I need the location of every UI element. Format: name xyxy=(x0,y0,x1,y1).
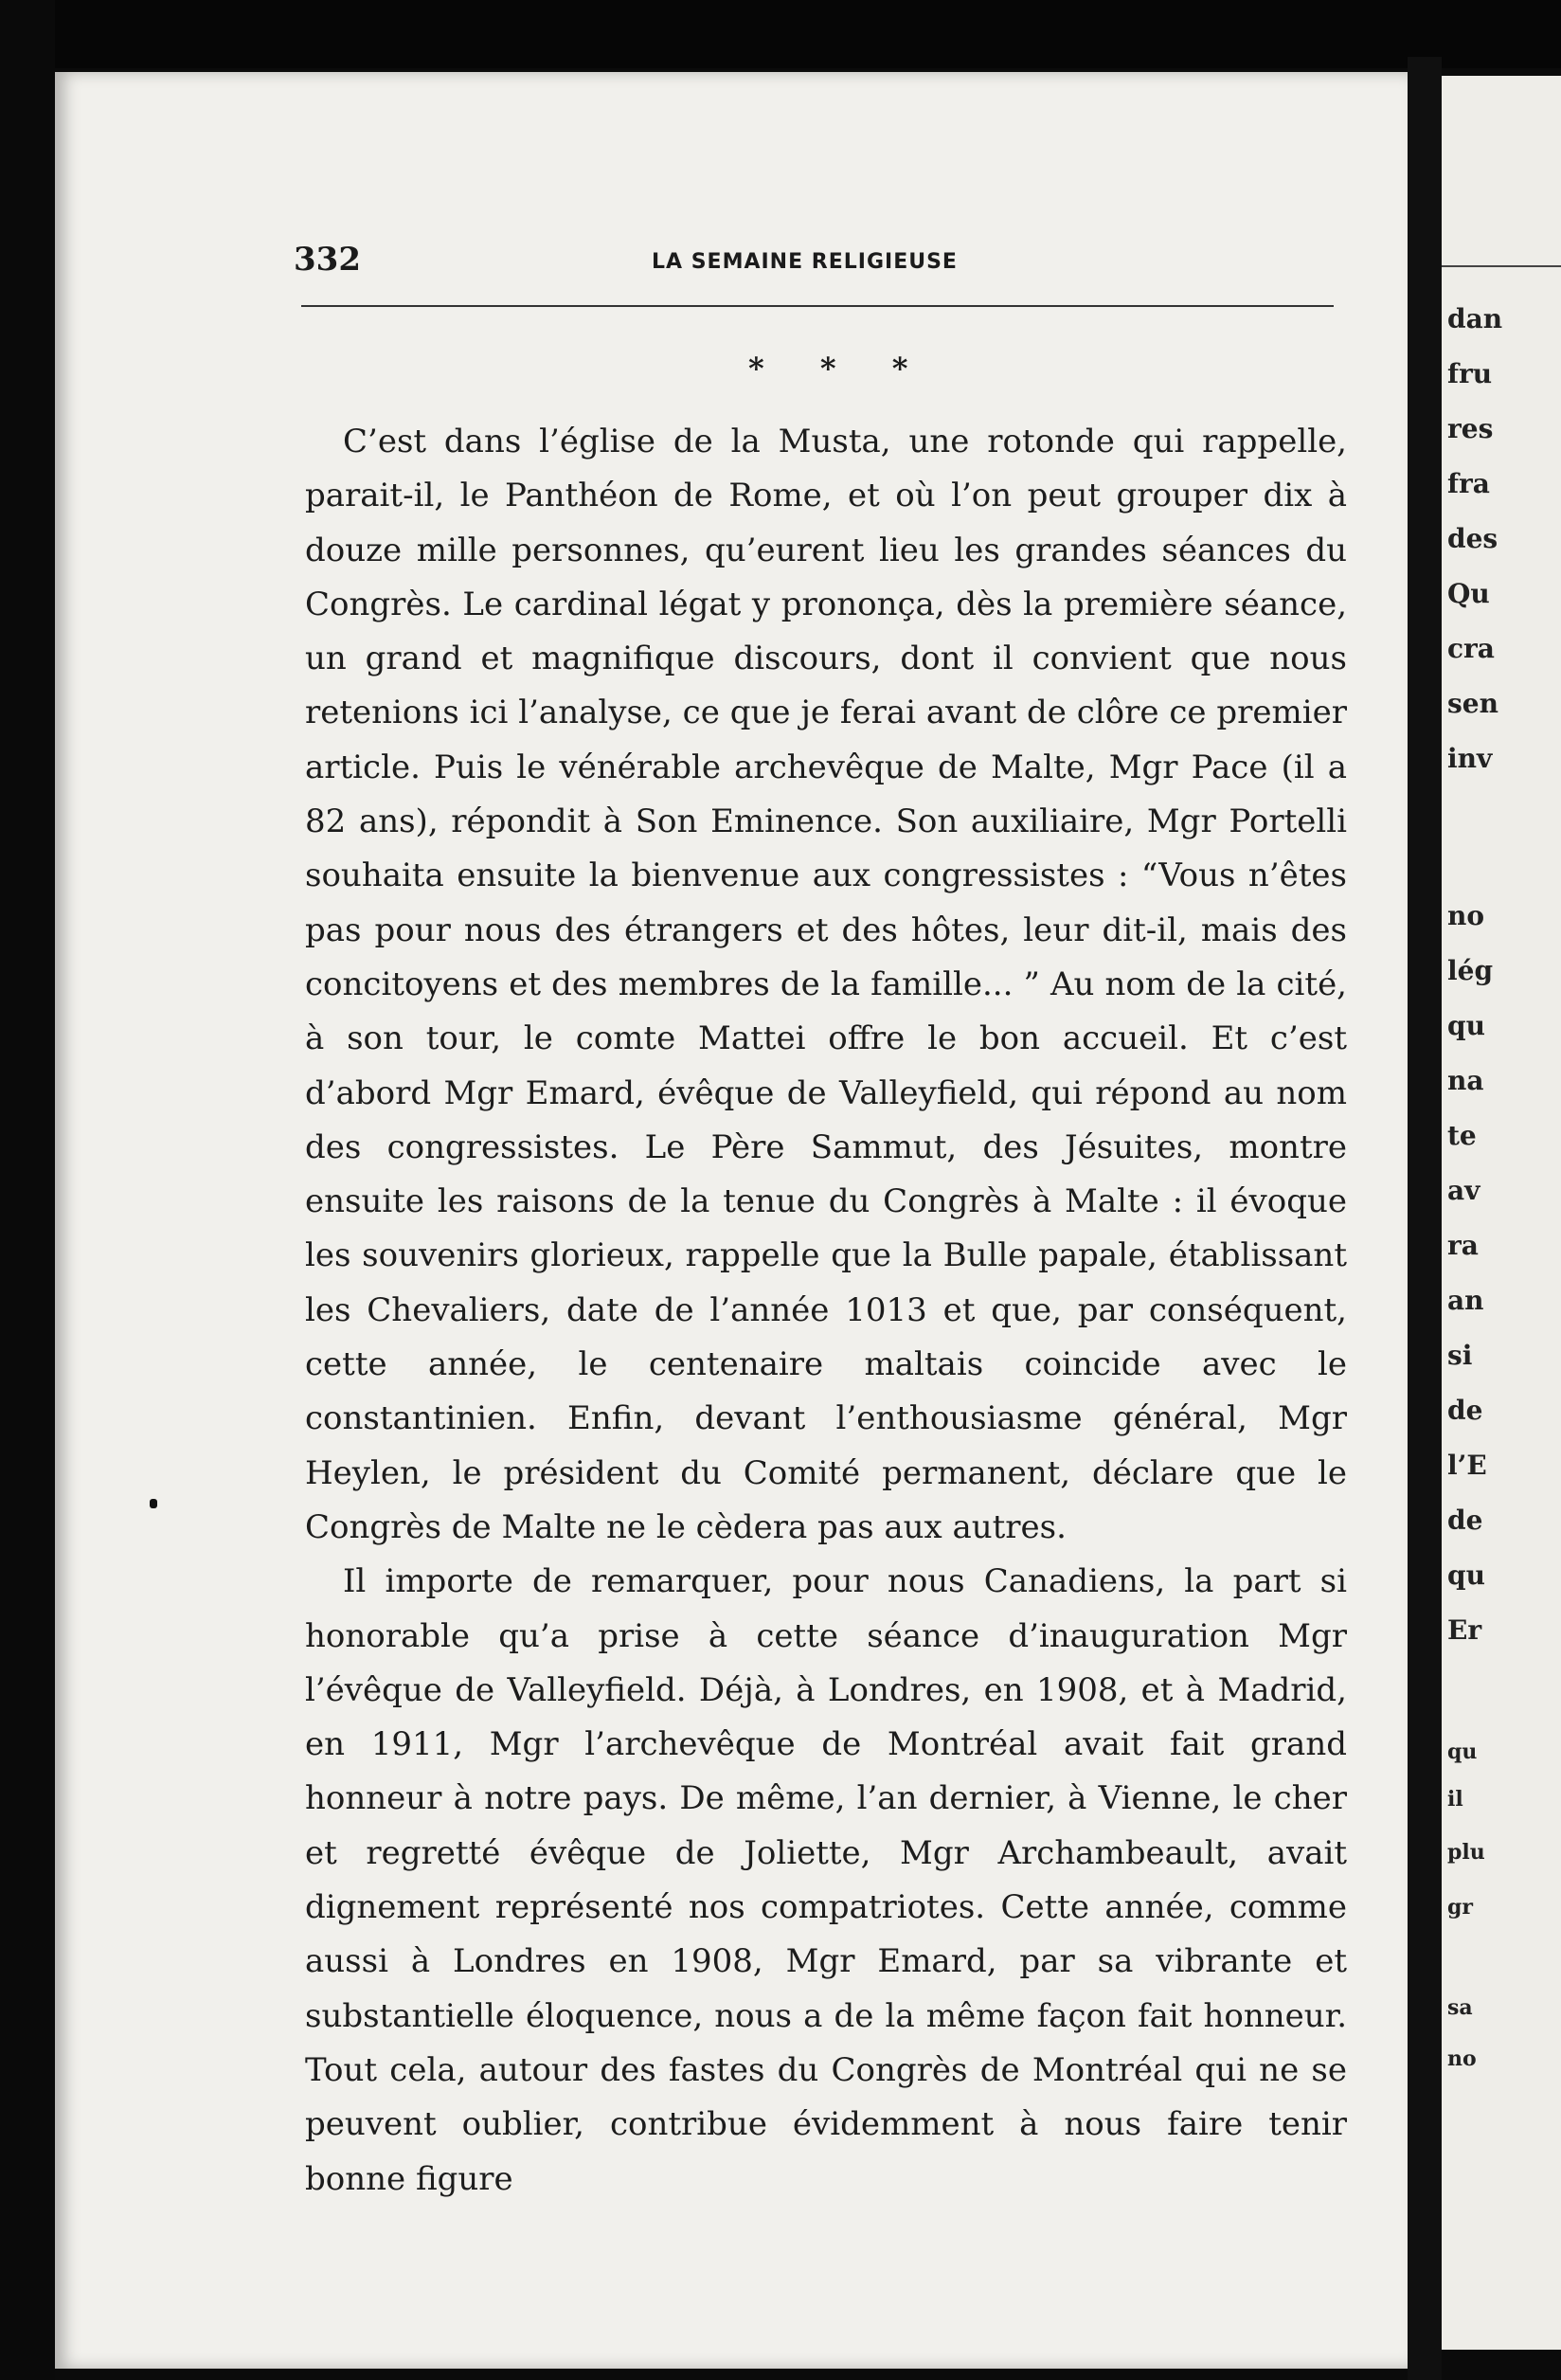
adjacent-page-fragment: fra xyxy=(1447,468,1490,499)
body-text xyxy=(305,415,1347,2207)
adjacent-page-fragment: fru xyxy=(1447,358,1493,389)
adjacent-page-fragment: sen xyxy=(1447,688,1498,719)
adjacent-page-fragment: ra xyxy=(1447,1230,1479,1261)
adjacent-page-fragment: res xyxy=(1447,413,1494,444)
adjacent-page-fragment: qu xyxy=(1447,1740,1478,1764)
scan-left-border xyxy=(0,0,55,2380)
adjacent-page-fragment: inv xyxy=(1447,743,1493,774)
adjacent-page-fragment: an xyxy=(1447,1285,1484,1316)
adjacent-page-fragment: av xyxy=(1447,1175,1480,1206)
scan-top-border xyxy=(0,0,1561,68)
adjacent-page-fragment: qu xyxy=(1447,1560,1485,1591)
adjacent-page-fragment: te xyxy=(1447,1120,1477,1151)
running-head: LA SEMAINE RELIGIEUSE xyxy=(652,250,958,274)
adjacent-page xyxy=(1442,76,1561,2350)
adjacent-page-fragment: des xyxy=(1447,523,1498,554)
header-rule xyxy=(301,305,1334,307)
adjacent-page-fragment: si xyxy=(1447,1340,1473,1371)
adjacent-page-fragment: na xyxy=(1447,1065,1484,1096)
adjacent-page-fragment: sa xyxy=(1447,1995,1473,2020)
adjacent-page-fragment: gr xyxy=(1447,1895,1473,1920)
paragraph-1: C’est dans l’église de la Musta, une rotonde qui rappelle, parait-il, le Panthéon de Rome, et où l’on peut grouper dix à douze mille personnes, qu’eurent lieu les grandes séances du Congrès. Le cardinal légat y prononça, dès la première séance, un grand et magnifique discours, dont il convient que nous retenions ici l’analyse, ce que je ferai avant de clôre ce premier article. Puis le vénérable archevêque de Malte, Mgr Pace (il a 82 ans), répondit à Son Eminence. Son auxiliaire, Mgr Portelli souhaita ensuite la bienvenue aux congressistes : “Vous n’êtes pas pour nous des étrangers et des hôtes, leur dit-il, mais des concitoyens et des membres de la famille... ” Au nom de la cité, à son tour, le comte Mattei offre le bon accueil. Et c’est d’abord Mgr Emard, évêque de Valleyfield, qui répond au nom des congressistes. Le Père Sammut, des Jésuites, montre ensuite les raisons de la tenue du Congrès à Malte : il évoque les souvenirs glorieux, rappelle que la Bulle papale, établissant les Chevaliers, date de l’année 1013 et que, par conséquent, cette année, le centenaire maltais coincide avec le constantinien. Enfin, devant l’enthousiasme général, Mgr Heylen, le président du Comité permanent, déclare que le Congrès de Malte ne le cèdera pas aux autres. xyxy=(305,423,1347,1546)
adjacent-page-fragment: dan xyxy=(1447,303,1503,334)
page-number: 332 xyxy=(294,241,361,279)
adjacent-page-rule xyxy=(1442,265,1561,267)
scan-speck xyxy=(150,1499,157,1508)
adjacent-page-fragment: l’E xyxy=(1447,1450,1487,1481)
adjacent-page-fragment: no xyxy=(1447,2046,1477,2071)
adjacent-page-fragment: Er xyxy=(1447,1614,1482,1646)
adjacent-page-fragment: lég xyxy=(1447,955,1494,986)
adjacent-page-fragment: de xyxy=(1447,1395,1483,1426)
adjacent-page-fragment: de xyxy=(1447,1505,1483,1536)
book-gutter xyxy=(1408,57,1442,2380)
adjacent-page-fragment: cra xyxy=(1447,633,1495,664)
page-header xyxy=(294,241,1336,279)
adjacent-page-fragment: plu xyxy=(1447,1840,1485,1865)
paragraph-2: Il importe de remarquer, pour nous Canadiens, la part si honorable qu’a prise à cette séance d’inauguration Mgr l’évêque de Valleyfield. Déjà, à Londres, en 1908, et à Madrid, en 1911, Mgr l’archevêque de Montréal avait fait grand honneur à notre pays. De même, l’an dernier, à Vienne, le cher et regretté évêque de Joliette, Mgr Archambeault, avait dignement représenté nos compatriotes. Cette année, comme aussi à Londres en 1908, Mgr Emard, par sa vibrante et substantielle éloquence, nous a de la même façon fait honneur. Tout cela, autour des fastes du Congrès de Montréal qui ne se peuvent oublier, contribue évidemment à nous faire tenir bonne figure xyxy=(305,1562,1347,2198)
adjacent-page-fragment: no xyxy=(1447,900,1485,931)
adjacent-page-fragment: Qu xyxy=(1447,578,1490,609)
adjacent-page-fragment: il xyxy=(1447,1787,1463,1812)
section-break: * * * xyxy=(748,351,931,387)
adjacent-page-fragment: qu xyxy=(1447,1010,1485,1041)
